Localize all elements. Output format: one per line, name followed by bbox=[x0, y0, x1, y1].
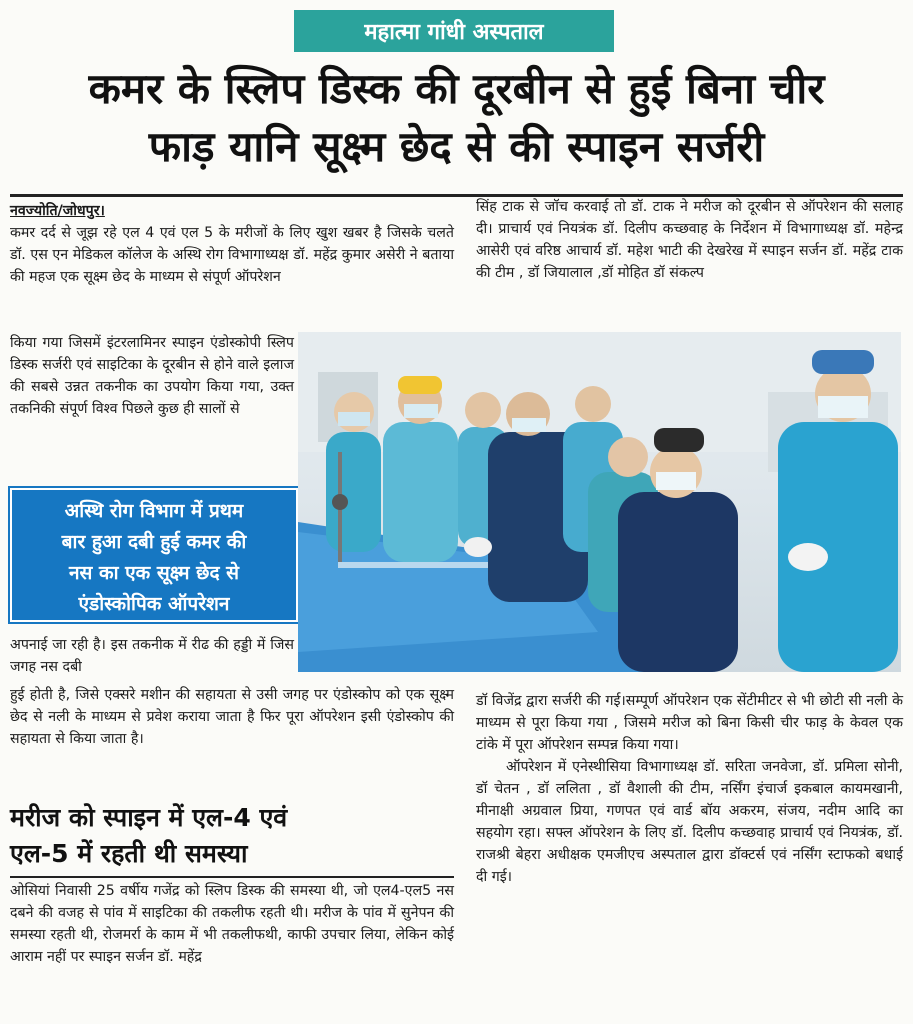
left-column-top bbox=[10, 200, 454, 288]
headline bbox=[10, 60, 903, 176]
left-column-narrow bbox=[10, 332, 294, 420]
left-column-after-callout bbox=[10, 634, 294, 678]
headline-line-2: फाड़ यानि सूक्ष्म छेद से की स्पाइन सर्जरी bbox=[148, 122, 765, 171]
subheading-line-2: एल-5 में रहती थी समस्या bbox=[10, 839, 248, 868]
headline-line-1: कमर के स्लिप डिस्क की दूरबीन से हुई बिना चीर bbox=[88, 64, 825, 113]
surgery-team-illustration bbox=[298, 332, 901, 672]
subhead-rule bbox=[10, 876, 454, 878]
body-paragraph-spine: अपनाई जा रही है। इस तकनीक में रीढ की हड्डी में जिस जगह नस दबी bbox=[10, 637, 294, 675]
callout-line-3: नस का एक सूक्ष्म छेद से bbox=[69, 562, 239, 584]
body-paragraph-acknowledgement: ऑपरेशन में एनेस्थीसिया विभागाध्यक्ष डॉ. सरिता जनवेजा, डॉ. प्रमिला सोनी, डॉ चेतन , डॉ ललिता , डॉ वैशाली की टीम, नर्सिंग इंचार्ज इकबाल कायमखानी, मीनाक्षी अग्रवाल प्रिया, गणपत एवं वार्ड बॉय अकरम, संजय, नदीम आदि का सहयोग रहा। सफ्ल ऑपरेशन के लिए डॉ. दिलीप कच्छवाह प्राचार्य एवं नियत्रंक, डॉ. राजश्री बेहरा अधीक्षक एमजीएच अस्पताल द्वारा डॉक्टर्स एवं नर्सिंग स्टाफको बधाई दी गई। bbox=[476, 759, 903, 885]
body-paragraph-procedure: हुई होती है, जिसे एक्सरे मशीन की सहायता से उसी जगह पर एंडोस्कोप को एक सूक्ष्म छेद से नली के माध्यम से प्रवेश कराया जाता है फि‍र पूरा ऑपरेशन इसी एंडोस्कोप की सहायता से किया जाता है। bbox=[10, 687, 454, 747]
callout-line-1: अस्थि रोग विभाग में प्रथम bbox=[64, 500, 244, 522]
body-paragraph-result: डॉ विजेंद्र द्वारा सर्जरी की गई।सम्पूर्ण ऑपरेशन एक सेंटीमीटर से भी छोटी सी नली के माध्यम से पूरा किया गया , जिसमे मरीज को बिना किसी चीर फाड़ के केवल एक टांके में पूरा ऑपरेशन सम्पन्न किया गया। bbox=[476, 693, 903, 753]
subheading bbox=[10, 800, 450, 872]
left-column-wide bbox=[10, 684, 454, 750]
body-paragraph-technique: किया गया जिसमें इंटरलामिनर स्पाइन एंडोस्कोपी स्लिप डिस्क सर्जरी एवं साइटिका के दूरबीन से होने वाले इलाज की सबसे उन्नत तकनीक का उपयोग किया गया, उक्त तकनिकी संपूर्ण विश्व पिछले कुछ ही सालों से bbox=[10, 335, 294, 417]
highlight-callout bbox=[10, 488, 298, 622]
body-paragraph-intro: कमर दर्द से जूझ रहे एल 4 एवं एल 5 के मरीजों के लिए खुश खबर है जिसके चलते डॉ. एस एन मेडिकल कॉलेज के अस्थि रोग विभागाध्यक्ष डॉ. महेंद्र कुमार असेरी ने बताया की महज एक सूक्ष्म छेद के माध्यम से संपूर्ण ऑपरेशन bbox=[10, 225, 454, 285]
left-column-bottom bbox=[10, 880, 454, 968]
body-paragraph-patient: ओसियां निवासी 25 वर्षीय गजेंद्र को स्लिप डिस्क की समस्या थी, जो एल4-एल5 नस दबने की वजह से पांव में साइटिका की तकलीफ रहती थी। मरीज के पांव में सुनेपन की समस्या रहती थी, रोजमर्रा के काम में भी तकलीफथी, काफी उपचार लिया, लेकिन कोई आराम नहीं पर स्पाइन सर्जन डॉ. महेंद्र bbox=[10, 883, 454, 965]
right-column-bottom bbox=[476, 690, 903, 888]
dateline: नवज्योति/जोधपुर। bbox=[10, 203, 105, 219]
surgery-team-photo bbox=[298, 332, 901, 672]
callout-line-2: बार हुआ दबी हुई कमर की bbox=[61, 531, 247, 553]
body-paragraph-team: सिंह टाक से जॉच करवाई तो डॉ. टाक ने मरीज को दूरबीन से ऑपरेशन की सलाह दी। प्राचार्य एवं नियत्रंक डॉ. दिलीप कच्छवाह के निर्देशन में विभागाध्यक्ष डॉ. महेन्द्र आसेरी एवं वरिष्ठ आचार्य डॉ. महेश भाटी की देखरेख में स्पाइन सर्जन डॉ. महेंद्र टाक की टीम , डॉ जियालाल ,डॉ मोहित डॉ संकल्प bbox=[476, 199, 903, 281]
right-column-top bbox=[476, 196, 903, 284]
section-kicker: महात्मा गांधी अस्पताल bbox=[294, 10, 614, 52]
callout-line-4: एंडोस्कोपिक ऑपरेशन bbox=[78, 593, 230, 615]
subheading-line-1: मरीज को स्पाइन में एल-4 एवं bbox=[10, 803, 288, 832]
